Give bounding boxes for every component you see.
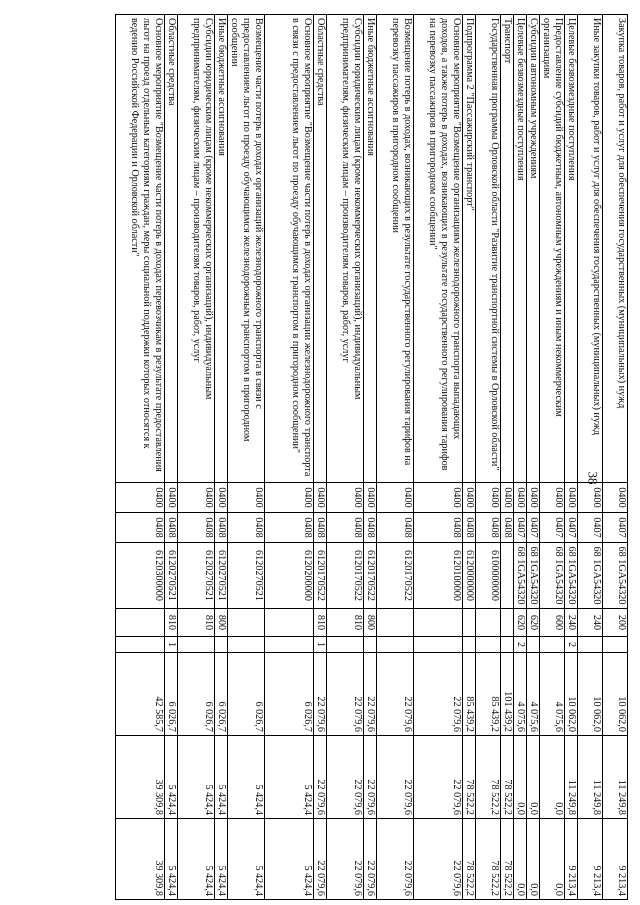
subsection-code-cell: 0408: [165, 513, 178, 543]
amount-year1-cell: 6 026,7: [178, 653, 215, 736]
section-code-cell: 0400: [463, 483, 476, 513]
expense-type-cell: [414, 609, 463, 637]
amount-year1-cell: 85 439,2: [476, 653, 501, 736]
amount-year2-cell: 22 079,6: [364, 736, 377, 819]
row-name-cell: Целевые безвозмездные поступления: [565, 15, 578, 483]
row-name-cell: Предоставление субсидий бюджетным, автономным учреждениям и иным некоммерческим организациям: [540, 15, 565, 483]
amount-year3-cell: 22 079,6: [377, 819, 414, 900]
amount-year3-cell: 5 424,4: [165, 819, 178, 900]
budget-table: [115, 14, 628, 900]
section-code-cell: 0400: [514, 483, 527, 513]
amount-year2-cell: 0,0: [527, 736, 540, 819]
subsection-code-cell: 0407: [540, 513, 565, 543]
expense-type-cell: 240: [565, 609, 578, 637]
row-name-cell: Иные бюджетные ассигнования: [215, 15, 228, 483]
source-code-cell: [215, 637, 228, 653]
expense-type-cell: 200: [603, 609, 628, 637]
section-code-cell: 0400: [314, 483, 327, 513]
budget-table-body: [116, 15, 628, 900]
amount-year3-cell: 39 309,8: [116, 819, 165, 900]
target-article-cell: 6120170522: [327, 543, 364, 609]
target-article-cell: 6120270521: [228, 543, 265, 609]
amount-year1-cell: 6 026,7: [215, 653, 228, 736]
table-row: [463, 15, 476, 900]
section-code-cell: 0400: [327, 483, 364, 513]
source-code-cell: [540, 637, 565, 653]
amount-year2-cell: 22 079,6: [314, 736, 327, 819]
amount-year1-cell: 6 026,7: [228, 653, 265, 736]
source-code-cell: [527, 637, 540, 653]
source-code-cell: [265, 637, 314, 653]
amount-year2-cell: 78 522,2: [476, 736, 501, 819]
table-row: [527, 15, 540, 900]
table-row: [565, 15, 578, 900]
expense-type-cell: 620: [527, 609, 540, 637]
row-name-cell: Областные средства: [165, 15, 178, 483]
target-article-cell: 68 1GA54320: [578, 543, 603, 609]
amount-year2-cell: 0,0: [540, 736, 565, 819]
source-code-cell: [116, 637, 165, 653]
amount-year3-cell: 78 522,2: [476, 819, 501, 900]
amount-year1-cell: 42 585,7: [116, 653, 165, 736]
source-code-cell: 2: [514, 637, 527, 653]
subsection-code-cell: 0408: [265, 513, 314, 543]
subsection-code-cell: 0408: [228, 513, 265, 543]
amount-year2-cell: 5 424,4: [165, 736, 178, 819]
source-code-cell: [414, 637, 463, 653]
source-code-cell: 2: [565, 637, 578, 653]
target-article-cell: [501, 543, 514, 609]
row-name-cell: Целевые безвозмездные поступления: [514, 15, 527, 483]
table-row: [364, 15, 377, 900]
section-code-cell: 0400: [377, 483, 414, 513]
target-article-cell: 68 1GA54320: [540, 543, 565, 609]
expense-type-cell: 800: [215, 609, 228, 637]
subsection-code-cell: 0408: [116, 513, 165, 543]
target-article-cell: 6120300000: [116, 543, 165, 609]
section-code-cell: 0400: [228, 483, 265, 513]
table-row: [603, 15, 628, 900]
target-article-cell: 6120170522: [377, 543, 414, 609]
row-name-cell: Основное мероприятие "Возмещение части потерь в доходах организации железнодорожного транспорта в связи с предоставлением льгот по проезду обучающимся транспортом в пригородном сообщении": [265, 15, 314, 483]
amount-year1-cell: 22 079,6: [314, 653, 327, 736]
section-code-cell: 0400: [578, 483, 603, 513]
amount-year2-cell: 5 424,4: [215, 736, 228, 819]
source-code-cell: [476, 637, 501, 653]
target-article-cell: 6120270521: [165, 543, 178, 609]
target-article-cell: 6120270521: [178, 543, 215, 609]
amount-year1-cell: 101 439,2: [501, 653, 514, 736]
section-code-cell: 0400: [527, 483, 540, 513]
source-code-cell: [178, 637, 215, 653]
source-code-cell: [228, 637, 265, 653]
target-article-cell: 6120000000: [463, 543, 476, 609]
subsection-code-cell: 0407: [603, 513, 628, 543]
section-code-cell: 0400: [565, 483, 578, 513]
amount-year3-cell: 5 424,4: [265, 819, 314, 900]
section-code-cell: 0400: [116, 483, 165, 513]
expense-type-cell: 810: [165, 609, 178, 637]
budget-table-sheet: [80, 14, 628, 899]
amount-year2-cell: 5 424,4: [265, 736, 314, 819]
amount-year1-cell: 22 079,6: [377, 653, 414, 736]
amount-year3-cell: 22 079,6: [327, 819, 364, 900]
amount-year3-cell: 5 424,4: [178, 819, 215, 900]
source-code-cell: [364, 637, 377, 653]
amount-year3-cell: 0,0: [540, 819, 565, 900]
table-row: [228, 15, 265, 900]
amount-year2-cell: 0,0: [514, 736, 527, 819]
table-row: [540, 15, 565, 900]
row-name-cell: Возмещение части потерь в доходах организаций железнодорожного транспорта в связи с предоставлением льгот по проезду обучающимся железнодорожным транспортом в пригородном сообщении: [228, 15, 265, 483]
expense-type-cell: 810: [314, 609, 327, 637]
amount-year3-cell: 22 079,6: [414, 819, 463, 900]
target-article-cell: 6120100000: [414, 543, 463, 609]
amount-year3-cell: 22 079,6: [314, 819, 327, 900]
amount-year3-cell: 9 213,4: [578, 819, 603, 900]
row-name-cell: Иные закупки товаров, работ и услуг для обеспечения государственных (муниципальных) нужд: [578, 15, 603, 483]
amount-year1-cell: 10 062,0: [578, 653, 603, 736]
target-article-cell: 6120270521: [215, 543, 228, 609]
amount-year2-cell: 22 079,6: [377, 736, 414, 819]
target-article-cell: 68 1GA54320: [514, 543, 527, 609]
page-number: 38: [585, 471, 601, 485]
amount-year3-cell: 78 522,2: [463, 819, 476, 900]
table-row: [314, 15, 327, 900]
source-code-cell: [327, 637, 364, 653]
target-article-cell: 68 1GA54320: [603, 543, 628, 609]
expense-type-cell: [476, 609, 501, 637]
subsection-code-cell: 0408: [178, 513, 215, 543]
expense-type-cell: 810: [327, 609, 364, 637]
amount-year1-cell: 22 079,6: [364, 653, 377, 736]
section-code-cell: 0400: [178, 483, 215, 513]
table-row: [116, 15, 165, 900]
source-code-cell: [578, 637, 603, 653]
table-row: [178, 15, 215, 900]
subsection-code-cell: 0407: [514, 513, 527, 543]
amount-year2-cell: 11 249,8: [565, 736, 578, 819]
row-name-cell: Основное мероприятие "Возмещение части потерь в доходах перевозчикам в результате предоставления льгот на проезд отдельным категориям граждан, меры социальной поддержки которых относятся к ведению Российской Федерации и Орловской области": [116, 15, 165, 483]
amount-year1-cell: 6 026,7: [265, 653, 314, 736]
row-name-cell: Субсидии автономным учреждениям: [527, 15, 540, 483]
section-code-cell: 0400: [603, 483, 628, 513]
amount-year1-cell: 4 075,6: [540, 653, 565, 736]
amount-year1-cell: 10 062,0: [565, 653, 578, 736]
row-name-cell: Субсидии юридическим лицам (кроме некоммерческих организаций), индивидуальным предпринимателям, физическим лицам – производителям товаров, работ, услуг: [327, 15, 364, 483]
amount-year2-cell: 5 424,4: [178, 736, 215, 819]
subsection-code-cell: 0408: [364, 513, 377, 543]
amount-year1-cell: 4 075,6: [514, 653, 527, 736]
subsection-code-cell: 0408: [314, 513, 327, 543]
amount-year2-cell: 11 249,8: [578, 736, 603, 819]
section-code-cell: 0400: [540, 483, 565, 513]
target-article-cell: 6120200000: [265, 543, 314, 609]
subsection-code-cell: 0408: [414, 513, 463, 543]
amount-year3-cell: 0,0: [514, 819, 527, 900]
table-row: [501, 15, 514, 900]
row-name-cell: Областные средства: [314, 15, 327, 483]
amount-year1-cell: 22 079,6: [327, 653, 364, 736]
target-article-cell: 6120170522: [364, 543, 377, 609]
amount-year2-cell: 11 249,8: [603, 736, 628, 819]
amount-year2-cell: 78 522,2: [501, 736, 514, 819]
section-code-cell: 0400: [265, 483, 314, 513]
table-row: [414, 15, 463, 900]
row-name-cell: Возмещение потерь в доходах, возникающих в результате государственного регулирования тарифов на перевозку пассажиров в пригородном сообщении: [377, 15, 414, 483]
row-name-cell: Закупка товаров, работ и услуг для обеспечения государственных (муниципальных) нужд: [603, 15, 628, 483]
section-code-cell: 0400: [165, 483, 178, 513]
row-name-cell: Подпрограмма 2 "Пассажирский транспорт": [463, 15, 476, 483]
amount-year3-cell: 9 213,4: [565, 819, 578, 900]
expense-type-cell: [265, 609, 314, 637]
expense-type-cell: [116, 609, 165, 637]
amount-year3-cell: 5 424,4: [228, 819, 265, 900]
row-name-cell: Иные бюджетные ассигнования: [364, 15, 377, 483]
table-row: [165, 15, 178, 900]
source-code-cell: 1: [165, 637, 178, 653]
table-row: [377, 15, 414, 900]
subsection-code-cell: 0408: [377, 513, 414, 543]
table-row: [578, 15, 603, 900]
section-code-cell: 0400: [501, 483, 514, 513]
amount-year2-cell: 5 424,4: [228, 736, 265, 819]
source-code-cell: [501, 637, 514, 653]
row-name-cell: Субсидии юридическим лицам (кроме некоммерческих организаций), индивидуальным предпринимателям, физическим лицам – производителям товаров, работ, услуг: [178, 15, 215, 483]
source-code-cell: [463, 637, 476, 653]
subsection-code-cell: 0407: [527, 513, 540, 543]
target-article-cell: 6120170522: [314, 543, 327, 609]
expense-type-cell: [228, 609, 265, 637]
amount-year2-cell: 78 522,2: [463, 736, 476, 819]
subsection-code-cell: 0408: [501, 513, 514, 543]
amount-year1-cell: 85 439,2: [463, 653, 476, 736]
amount-year2-cell: 22 079,6: [327, 736, 364, 819]
expense-type-cell: 620: [514, 609, 527, 637]
source-code-cell: 1: [314, 637, 327, 653]
table-row: [476, 15, 501, 900]
table-row: [215, 15, 228, 900]
subsection-code-cell: 0407: [565, 513, 578, 543]
source-code-cell: [377, 637, 414, 653]
row-name-cell: Государственная программа Орловской области "Развитие транспортной системы в Орловской области": [476, 15, 501, 483]
amount-year1-cell: 4 075,6: [527, 653, 540, 736]
row-name-cell: Основное мероприятие "Возмещение организациям железнодорожного транспорта выпадающих доходов, а также потерь в доходах, возникающих в результате государственного регулирования тарифов на перевозку пассажиров в пригородном сообщении": [414, 15, 463, 483]
amount-year3-cell: 0,0: [527, 819, 540, 900]
subsection-code-cell: 0407: [578, 513, 603, 543]
amount-year3-cell: 9 213,4: [603, 819, 628, 900]
subsection-code-cell: 0408: [476, 513, 501, 543]
amount-year2-cell: 39 309,8: [116, 736, 165, 819]
expense-type-cell: 600: [540, 609, 565, 637]
target-article-cell: 68 1GA54320: [565, 543, 578, 609]
amount-year3-cell: 78 522,2: [501, 819, 514, 900]
target-article-cell: 6100000000: [476, 543, 501, 609]
amount-year2-cell: 22 079,6: [414, 736, 463, 819]
section-code-cell: 0400: [364, 483, 377, 513]
table-row: [265, 15, 314, 900]
target-article-cell: 68 1GA54320: [527, 543, 540, 609]
expense-type-cell: [463, 609, 476, 637]
amount-year1-cell: 6 026,7: [165, 653, 178, 736]
expense-type-cell: 240: [578, 609, 603, 637]
row-name-cell: Транспорт: [501, 15, 514, 483]
source-code-cell: [603, 637, 628, 653]
table-row: [327, 15, 364, 900]
expense-type-cell: [501, 609, 514, 637]
expense-type-cell: 800: [364, 609, 377, 637]
expense-type-cell: 810: [178, 609, 215, 637]
subsection-code-cell: 0408: [327, 513, 364, 543]
table-row: [514, 15, 527, 900]
expense-type-cell: [377, 609, 414, 637]
amount-year3-cell: 5 424,4: [215, 819, 228, 900]
section-code-cell: 0400: [476, 483, 501, 513]
subsection-code-cell: 0408: [215, 513, 228, 543]
amount-year1-cell: 10 062,0: [603, 653, 628, 736]
section-code-cell: 0400: [215, 483, 228, 513]
subsection-code-cell: 0408: [463, 513, 476, 543]
section-code-cell: 0400: [414, 483, 463, 513]
amount-year1-cell: 22 079,6: [414, 653, 463, 736]
amount-year3-cell: 22 079,6: [364, 819, 377, 900]
